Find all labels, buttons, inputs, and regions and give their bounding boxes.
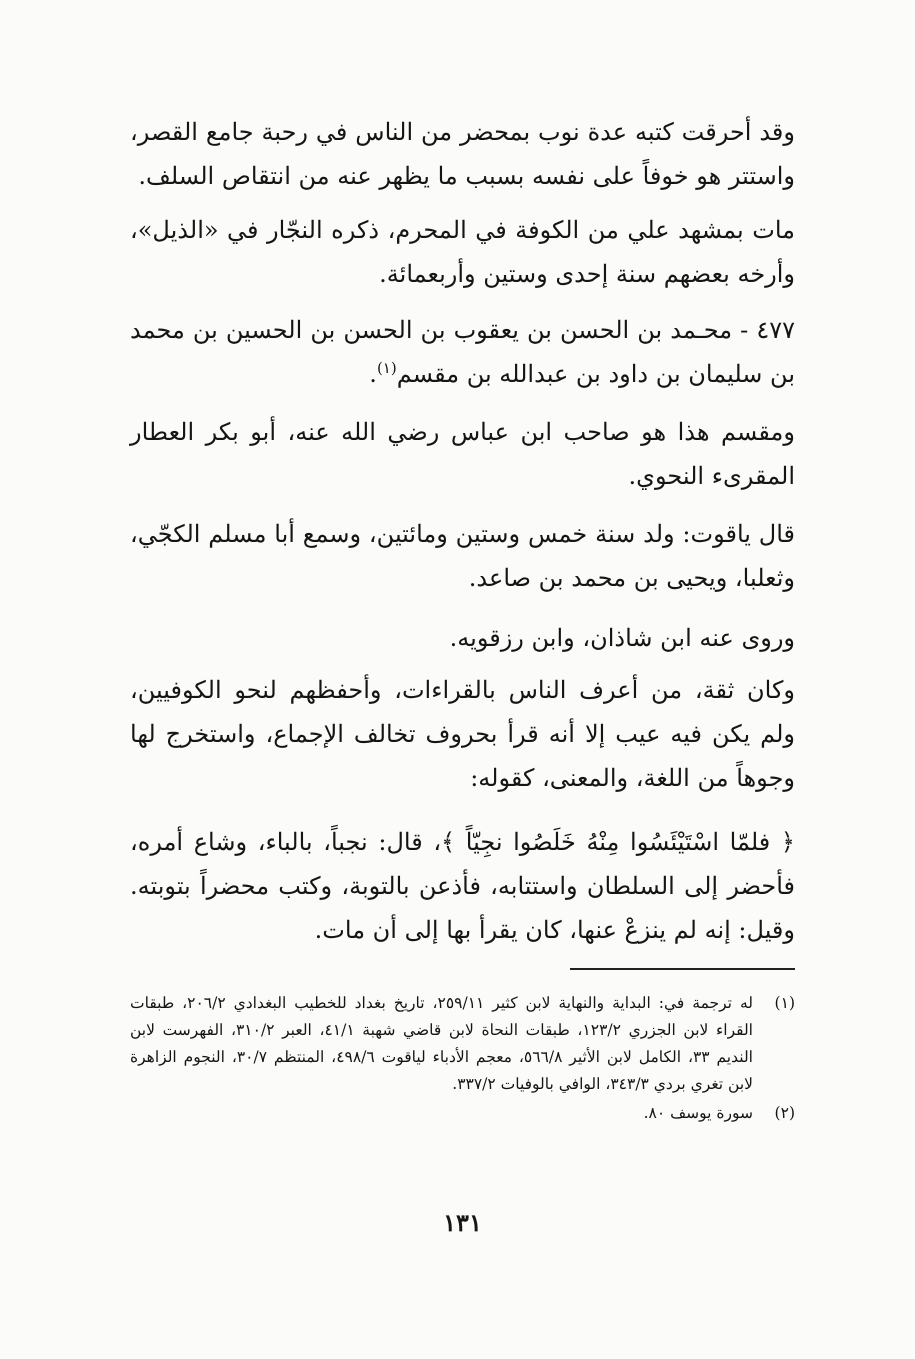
paragraph-2-text: مات بمشهد علي من الكوفة في المحرم، ذكره النجّار في «الذيل»، وأرخه بعضهم سنة إحدى وستين وأربعمائة. xyxy=(130,216,795,288)
footnote-2-number: (٢) xyxy=(774,1104,795,1122)
paragraph-4-text: ومقسم هذا هو صاحب ابن عباس رضي الله عنه، أبو بكر العطار المقرىء النحوي. xyxy=(130,418,795,490)
paragraph-4 xyxy=(130,410,795,498)
entry-477-end: . xyxy=(369,360,377,388)
footnotes xyxy=(130,990,795,1129)
page-number: ١٣١ xyxy=(443,1208,482,1237)
paragraph-8-text: ﴿ فلمّا اسْتَيْئَسُوا مِنْهُ خَلَصُوا نجِيّاً ﴾، قال: نجباً، بالباء، وشاع أمره، فأحضر إلى السلطان واستتابه، فأذعن بالتوبة، وكتب محضراً بتوبته. وقيل: إنه لم ينزعْ عنها، كان يقرأ بها إلى أن مات. xyxy=(130,828,795,944)
footnote-2-text: سورة يوسف ٨٠. xyxy=(643,1104,753,1122)
paragraph-7 xyxy=(130,668,795,800)
footnote-2 xyxy=(130,1100,795,1127)
paragraph-6-text: وروى عنه ابن شاذان، وابن رزقويه. xyxy=(449,624,795,652)
paragraph-1 xyxy=(130,110,795,198)
footnote-1 xyxy=(130,990,795,1098)
paragraph-8 xyxy=(130,820,795,952)
paragraph-5 xyxy=(130,512,795,600)
footnote-separator xyxy=(570,968,795,970)
paragraph-2 xyxy=(130,208,795,296)
footnote-1-text: له ترجمة في: البداية والنهاية لابن كثير ٢٥٩/١١، تاريخ بغداد للخطيب البغدادي ٢٠٦/٢، طبقات القراء لابن الجزري ١٢٣/٢، طبقات النحاة لابن قاضي شهبة ٤١/١، العبر ٣١٠/٢، الفهرست لابن النديم ٣٣، الكامل لابن الأثير ٥٦٦/٨، معجم الأدباء لياقوت ٤٩٨/٦، المنتظم ٣٠/٧، النجوم الزاهرة لابن تغري بردي ٣٤٣/٣، الوافي بالوفيات ٣٣٧/٢. xyxy=(130,994,753,1093)
footnote-ref-1[interactable]: (١) xyxy=(376,359,397,377)
entry-477-heading xyxy=(130,308,795,396)
paragraph-6 xyxy=(130,616,795,660)
paragraph-7-text: وكان ثقة، من أعرف الناس بالقراءات، وأحفظهم لنحو الكوفيين، ولم يكن فيه عيب إلا أنه قرأ بحروف تخالف الإجماع، واستخرج لها وجوهاً من اللغة، والمعنى، كقوله: xyxy=(130,676,795,792)
paragraph-1-text: وقد أحرقت كتبه عدة نوب بمحضر من الناس في رحبة جامع القصر، واستتر هو خوفاً على نفسه بسبب ما يظهر عنه من انتقاص السلف. xyxy=(130,118,795,190)
footnote-1-number: (١) xyxy=(774,994,795,1012)
entry-477-text: ٤٧٧ - محـمد بن الحسن بن يعقوب بن الحسن بن الحسين بن محمد بن سليمان بن داود بن عبدالله بن مقسم xyxy=(130,316,795,388)
paragraph-5-text: قال ياقوت: ولد سنة خمس وستين ومائتين، وسمع أبا مسلم الكجّي، وثعلبا، ويحيى بن محمد بن صاعد. xyxy=(130,520,795,592)
book-page xyxy=(130,110,795,1290)
